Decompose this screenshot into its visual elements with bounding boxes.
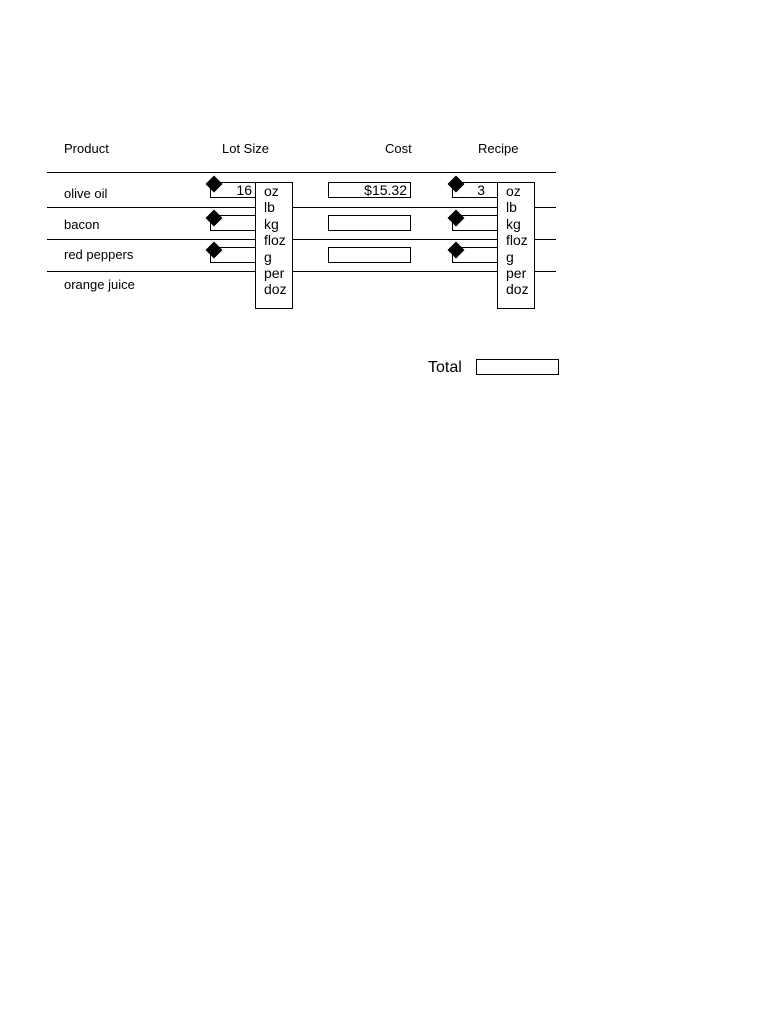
unit-option[interactable]: floz <box>506 232 528 249</box>
unit-option[interactable]: per <box>506 265 527 282</box>
row-divider <box>47 239 556 240</box>
unit-option[interactable]: doz <box>506 281 529 298</box>
unit-option[interactable]: kg <box>264 215 279 232</box>
row-divider <box>47 207 556 208</box>
unit-option[interactable]: doz <box>264 281 287 298</box>
unit-option[interactable]: per <box>264 265 285 282</box>
total-label: Total <box>428 359 462 376</box>
total-field[interactable] <box>476 359 559 375</box>
lot-size-unit-list[interactable] <box>255 182 293 309</box>
product-orange-juice: orange juice <box>64 277 135 292</box>
header-lot-size: Lot Size <box>222 141 269 156</box>
cost-input[interactable]: $15.32 <box>328 182 411 198</box>
product-red-peppers: red peppers <box>64 247 134 262</box>
unit-option[interactable]: oz <box>506 183 521 199</box>
row-divider <box>47 271 556 272</box>
unit-option[interactable]: oz <box>264 183 279 199</box>
lot-size-input[interactable]: 16 <box>210 182 256 198</box>
header-cost: Cost <box>385 141 412 156</box>
recipe-unit-list[interactable] <box>497 182 535 309</box>
unit-option[interactable]: lb <box>264 199 275 216</box>
unit-option[interactable]: g <box>264 248 272 265</box>
recipe-input[interactable]: 3 <box>452 182 498 198</box>
cost-input[interactable] <box>328 247 411 263</box>
unit-option[interactable]: floz <box>264 232 286 249</box>
unit-option[interactable]: kg <box>506 215 521 232</box>
header-divider <box>47 172 556 173</box>
product-olive-oil: olive oil <box>64 186 108 201</box>
cost-input[interactable] <box>328 215 411 231</box>
header-recipe: Recipe <box>478 141 519 156</box>
header-product: Product <box>64 141 109 156</box>
product-bacon: bacon <box>64 217 100 232</box>
unit-option[interactable]: g <box>506 248 514 265</box>
unit-option[interactable]: lb <box>506 199 517 216</box>
